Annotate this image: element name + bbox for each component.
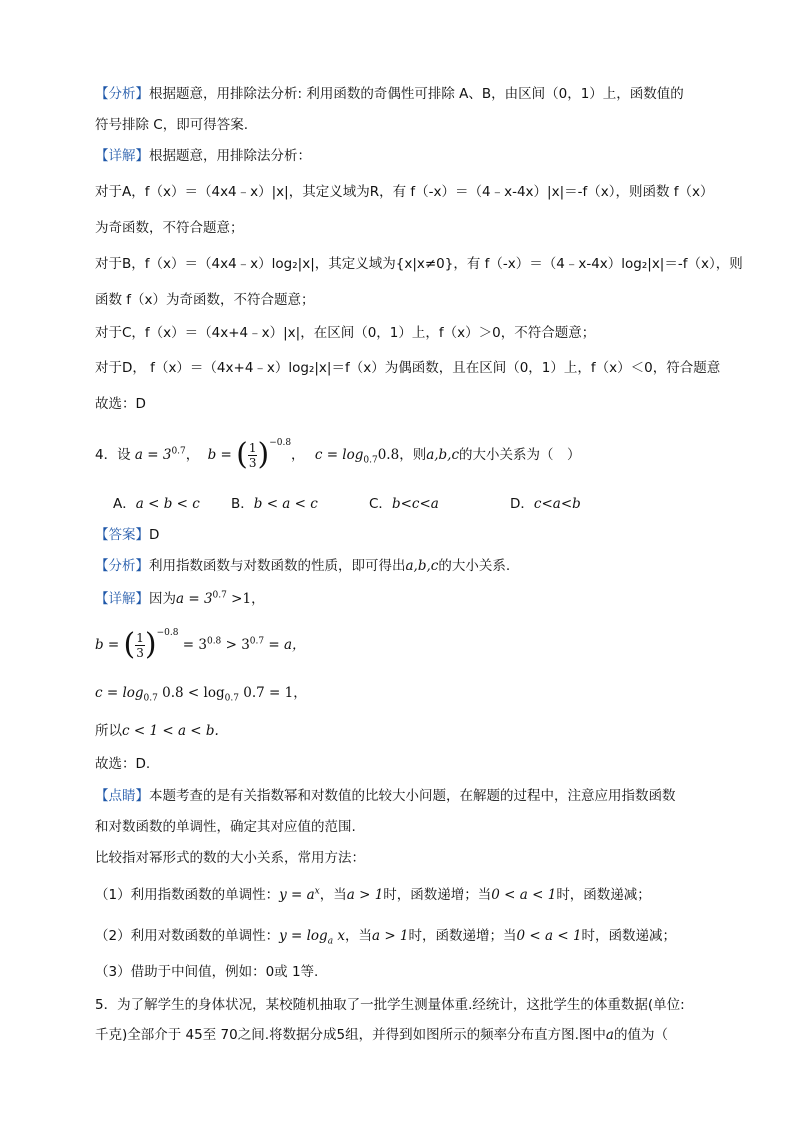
analysis-vars: a,b,c bbox=[405, 558, 439, 574]
detail-a-line-2: 为奇函数，不符合题意； bbox=[95, 220, 244, 236]
detail-so-expr: c < 1 < a < b. bbox=[122, 723, 219, 739]
answer-text: D bbox=[149, 527, 160, 543]
comment-line-3: 比较指对幂形式的数的大小关系，常用方法： bbox=[95, 850, 365, 866]
analysis-line-1 bbox=[95, 84, 684, 104]
q4-number: 4．设 bbox=[95, 447, 131, 463]
comment-line-2: 和对数函数的单调性，确定其对应值的范围. bbox=[95, 819, 356, 835]
method-1-when: ，当 bbox=[319, 887, 347, 903]
method-1-expr: y = a bbox=[279, 887, 315, 903]
option-text: a < b < c bbox=[135, 496, 200, 512]
detail-b-lhs: b = bbox=[95, 637, 120, 653]
detail-a-line-1: 对于A，f（x）＝（4x4﹣x）|x|，其定义域为R，有 f（-x）＝（4﹣x-4x）|x|＝-f（x），则函数 f（x） bbox=[95, 184, 714, 200]
comment-method-1 bbox=[95, 885, 651, 905]
q4-fraction bbox=[248, 441, 258, 470]
analysis-text: 利用指数函数与对数函数的性质，即可得出 bbox=[149, 558, 406, 574]
q4-option-a[interactable] bbox=[113, 492, 200, 512]
detail-b-line-1: 对于B，f（x）＝（4x4﹣x）log₂|x|，其定义域为{x|x≠0}，有 f（-x）＝（4﹣x-4x）log₂|x|＝-f（x），则 bbox=[95, 256, 743, 272]
q4-c-def: c = log bbox=[314, 447, 364, 463]
option-label: A． bbox=[113, 496, 136, 512]
question-4-stem: 4．设 $a = 3^{0.7}$， b = ( $\frac{1}{3}$ )$^{-0.8}$， $c = \log_{0.7}0.8$，则a,b,c的大小关系为（ ） bbox=[95, 437, 581, 472]
detail-c-base-2: 0.7 bbox=[224, 693, 239, 704]
detail-exp-2: 0.8 bbox=[206, 636, 222, 647]
q4-a-def: a = 3 bbox=[134, 447, 172, 463]
method-2-base: a bbox=[327, 936, 334, 947]
detail-d-line: 对于D， f（x）＝（4x+4﹣x）log₂|x|＝f（x）为偶函数，且在区间（0，1）上，f（x）＜0，符合题意 bbox=[95, 360, 721, 376]
detail-c-tail: 0.7 = 1， bbox=[238, 685, 307, 701]
q4-option-d[interactable] bbox=[510, 492, 581, 512]
analysis-line-2: 符号排除 C，即可得答案. bbox=[95, 117, 249, 133]
method-2-cond-1: a > 1 bbox=[371, 928, 409, 944]
analysis-text-1: 根据题意，用排除法分析: 利用函数的奇偶性可排除 A、B，由区间（0，1）上，函数值的 bbox=[149, 86, 684, 102]
method-1-cond-1: a > 1 bbox=[346, 887, 384, 903]
q4-b-exp: −0.8 bbox=[269, 438, 292, 448]
detail-c-line: 对于C，f（x）＝（4x+4﹣x）|x|，在区间（0，1）上，f（x）＞0，不符合题意； bbox=[95, 325, 596, 341]
detail-frac-num: 1 bbox=[136, 630, 144, 645]
detail-expr-1: a = 3 bbox=[176, 591, 213, 607]
method-2-label: （2）利用对数函数的单调性： bbox=[95, 928, 280, 944]
method-2-cond-2: 0 < a < 1 bbox=[516, 928, 582, 944]
comment-text-1: 本题考查的是有关指数幂和对数值的比较大小问题，在解题的过程中，注意应用指数函数 bbox=[149, 788, 676, 804]
method-1-exp: x bbox=[314, 886, 320, 897]
q4-answer bbox=[95, 525, 159, 545]
detail-exp-1: 0.7 bbox=[212, 590, 227, 601]
detail-frac-den: 3 bbox=[136, 645, 144, 660]
q4-b-lhs: b = bbox=[207, 447, 232, 463]
method-1-label: （1）利用指数函数的单调性： bbox=[95, 887, 280, 903]
option-text: c<a<b bbox=[533, 496, 581, 512]
q5-text-end: 的值为（ bbox=[613, 1027, 668, 1043]
detail-exp-3: 0.7 bbox=[249, 636, 265, 647]
method-1-inc: 时，函数递增；当 bbox=[383, 887, 492, 903]
q4-a-exp: 0.7 bbox=[171, 446, 186, 457]
analysis-text-end: 的大小关系. bbox=[438, 558, 511, 574]
detail-c-log: c = log bbox=[95, 685, 144, 701]
q4-option-c[interactable] bbox=[369, 492, 439, 512]
q4-detail-line-2: b = ( $\frac{1}{3}$ )$^{-0.8} = 3^{0.8} > 3^{0.7} = a$， bbox=[95, 627, 306, 662]
analysis-tag: 【分析】 bbox=[95, 86, 149, 102]
detail-because: 因为 bbox=[149, 591, 176, 607]
q4-analysis bbox=[95, 556, 510, 576]
q4-tail-2: 的大小关系为（ ） bbox=[459, 447, 581, 463]
detail-tag: 【详解】 bbox=[95, 148, 149, 164]
analysis-tag: 【分析】 bbox=[95, 558, 149, 574]
q4-c-base: 0.7 bbox=[363, 455, 378, 466]
option-text: b < a < c bbox=[253, 496, 318, 512]
comment-method-3: （3）借助于中间值，例如：0或 1等. bbox=[95, 964, 319, 980]
comment-tag: 【点睛】 bbox=[95, 788, 149, 804]
detail-tag: 【详解】 bbox=[95, 591, 149, 607]
answer-tag: 【答案】 bbox=[95, 527, 149, 543]
detail-fraction bbox=[135, 631, 145, 660]
q4-vars: a,b,c bbox=[426, 447, 460, 463]
detail-so: 所以 bbox=[95, 723, 122, 739]
detail-gt: > 3 bbox=[221, 637, 250, 653]
detail-intro: 根据题意，用排除法分析： bbox=[149, 148, 311, 164]
option-text: b<c<a bbox=[391, 496, 439, 512]
detail-intro-line bbox=[95, 146, 311, 166]
method-2-dec: 时，函数递减； bbox=[581, 928, 677, 944]
detail-c-base-1: 0.7 bbox=[143, 693, 158, 704]
method-2-expr: y = log bbox=[279, 928, 328, 944]
method-2-arg: x bbox=[333, 928, 345, 944]
detail-b-line-2: 函数 f（x）为奇函数，不符合题意； bbox=[95, 292, 315, 308]
detail-mid: = 3 bbox=[178, 637, 207, 653]
q5-var: a bbox=[605, 1027, 614, 1043]
question-5-line-2 bbox=[95, 1025, 668, 1045]
q4-c-arg: 0.8 bbox=[377, 447, 400, 463]
q4-frac-num: 1 bbox=[248, 440, 257, 455]
method-2-when: ，当 bbox=[344, 928, 372, 944]
q4-tail: ，则 bbox=[399, 447, 427, 463]
q4-frac-den: 3 bbox=[248, 455, 257, 470]
method-1-dec: 时，函数递减； bbox=[556, 887, 651, 903]
comment-line-1 bbox=[95, 786, 676, 806]
option-label: D． bbox=[510, 496, 534, 512]
question-5-line-1: 5．为了解学生的身体状况，某校随机抽取了一批学生测量体重.经统计，这批学生的体重数据(单位: bbox=[95, 997, 685, 1013]
method-2-inc: 时，函数递增；当 bbox=[408, 928, 517, 944]
comment-method-2 bbox=[95, 926, 676, 946]
detail-tail-1: >1， bbox=[226, 591, 265, 607]
detail-tail-2: = a， bbox=[264, 637, 306, 653]
option-label: B． bbox=[231, 496, 254, 512]
q5-text: 千克)全部介于 45至 70之间.将数据分成5组，并得到如图所示的频率分布直方图.图中 bbox=[95, 1027, 606, 1043]
q4-detail-so bbox=[95, 721, 219, 741]
q4-option-b[interactable] bbox=[231, 492, 318, 512]
q4-detail-line-1 bbox=[95, 589, 265, 609]
q4-detail-answer: 故选：D. bbox=[95, 756, 151, 772]
q4-detail-line-3 bbox=[95, 683, 307, 703]
detail-c-mid: 0.8 < log bbox=[157, 685, 225, 701]
detail-answer: 故选：D bbox=[95, 396, 146, 412]
detail-b-exp: −0.8 bbox=[156, 628, 179, 638]
method-1-cond-2: 0 < a < 1 bbox=[491, 887, 557, 903]
option-label: C． bbox=[369, 496, 392, 512]
